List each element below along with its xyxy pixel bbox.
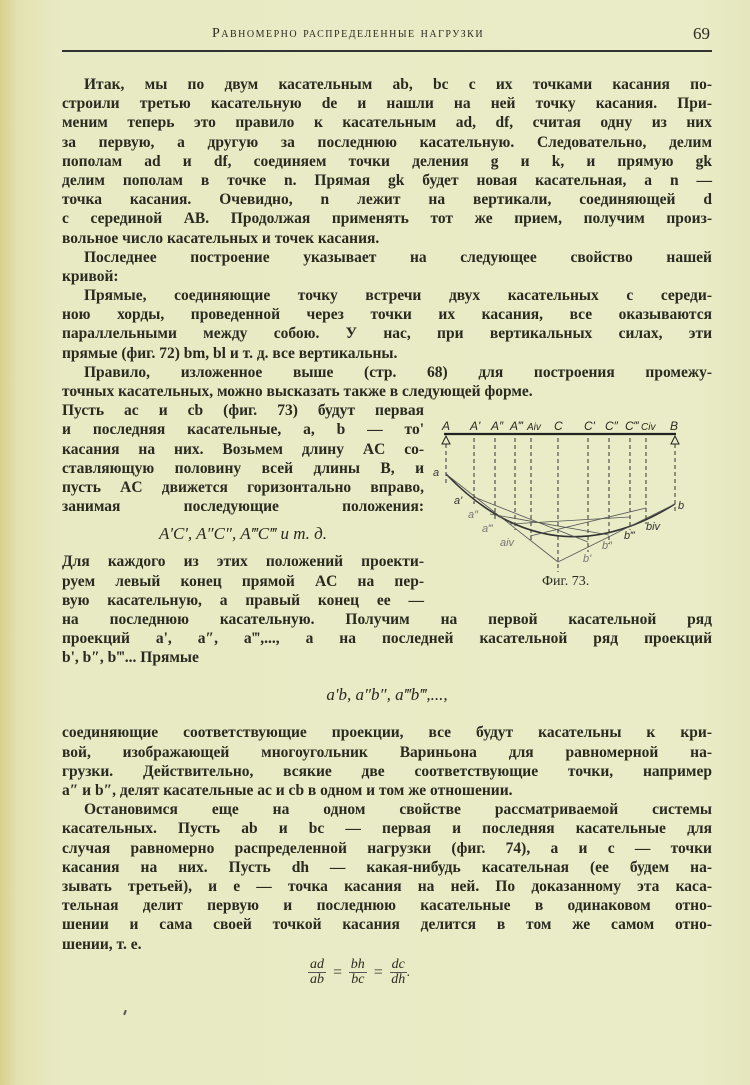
text-line: Прямые, соединяющие точку встречи двух касательных с середи- <box>84 287 712 305</box>
fraction <box>308 958 326 987</box>
text-line: Остановимся еще на одном свойстве рассматриваемой системы <box>84 801 712 819</box>
text-line: Последнее построение указывает на следующее свойство нашей <box>84 248 712 266</box>
text-line: прямые (фиг. 72) bm, bl и т. д. все вертикальны. <box>62 344 398 362</box>
text-line: вой, изображающей многоугольник Вариньона для равномерной на- <box>62 743 712 761</box>
text-line: вую касательную, а правый конец ее — <box>62 591 424 609</box>
label-b3: b‴ <box>624 530 635 542</box>
text-line: шении и сама своей точкой касания делится в том же самом отно- <box>62 916 712 934</box>
label-a4: aiv <box>500 537 515 549</box>
denominator: ab <box>310 972 324 987</box>
formula-tangent-lines: a'b, a″b″, a‴b‴,..., <box>326 685 448 705</box>
text-line: ною хорды, проведенной через точки их касания, все оказываются <box>62 306 712 324</box>
denominator: dh <box>391 972 406 987</box>
text-line: шении, т. е. <box>62 935 142 953</box>
numerator: dc <box>391 957 405 972</box>
label-A1: A' <box>470 419 481 433</box>
text-line: касания на них. Возьмем длину AC со- <box>62 440 424 458</box>
text-line: кривой: <box>62 267 119 285</box>
label-A: A <box>442 419 451 433</box>
label-b1: b' <box>583 553 592 565</box>
text-line: точных касательных, можно высказать также в следующей форме. <box>62 383 533 400</box>
text-line: строили третью касательную de и нашли на ней точку касания. При- <box>62 95 712 113</box>
formula-positions: A'C', A″C″, A‴C‴ и т. д. <box>158 524 328 544</box>
text-line: Итак, мы по двум касательным ab, bc с их точками касания по- <box>84 76 712 93</box>
page-number: 69 <box>693 24 710 43</box>
text-line: случая равномерно распределенной нагрузки (фиг. 74), a и c — точки <box>62 839 712 857</box>
formula-ratio <box>308 958 410 987</box>
fraction <box>390 958 407 987</box>
paragraph-8 <box>62 800 712 954</box>
text-line: ставляющую половину всей длины B, и <box>62 459 424 477</box>
numerator: ad <box>310 957 324 972</box>
text-line: зывать третьей), и e — точка касания на ней. По доказанному эта каса- <box>62 877 712 895</box>
text-line: делим пополам в точке n. Прямая gk будет новая касательная, а n — <box>62 171 712 189</box>
text-line: тельная делит первую и последнюю касательные в одинаковом отно- <box>62 897 712 915</box>
label-C1: C' <box>584 419 595 433</box>
text-line: Пусть ac и cb (фиг. 73) будут первая <box>62 402 424 420</box>
label-B: B <box>670 419 679 433</box>
text-line: на последнюю касательную. Получим на первой касательной ряд <box>62 610 712 628</box>
label-A3: A‴ <box>510 419 523 433</box>
text-line: проекций a', a″, a‴,..., а на последней касательной ряд проекций <box>62 630 712 648</box>
text-line: вольное число касательных и точек касания. <box>62 229 380 247</box>
text-line: соединяющие соответствующие проекции, все будут касательны к кри- <box>62 724 712 742</box>
figure-caption: Фиг. 73. <box>542 574 590 589</box>
text-line: и последняя касательные, a, b — то' <box>62 421 424 439</box>
numerator: bh <box>350 957 365 972</box>
paragraph-4 <box>62 363 712 401</box>
label-A2: A″ <box>491 419 504 433</box>
running-header <box>62 24 712 52</box>
equals-sign: = <box>372 963 384 981</box>
text-line: точка касания. Очевидно, n лежит на вертикали, соединяющей d <box>62 191 712 209</box>
label-C2: C″ <box>605 419 618 433</box>
text-line: касательных. Пусть ab и bc — первая и последняя касательные для <box>62 820 712 838</box>
paragraph-2 <box>62 248 712 286</box>
denominator: bc <box>351 972 365 987</box>
text-line: за первую, а другую за последнюю касательную. Следовательно, делим <box>62 133 712 151</box>
text-line: грузки. Действительно, всякие две соответствующие точки, например <box>62 762 712 780</box>
period: . <box>406 964 411 980</box>
paragraph-7 <box>62 723 712 800</box>
label-a2: a″ <box>468 509 479 521</box>
paragraph-6-full <box>62 610 712 668</box>
label-a: a <box>433 467 440 479</box>
label-a3: a‴ <box>482 523 493 535</box>
equals-sign: = <box>332 963 343 981</box>
support-arrow-left-icon <box>442 436 450 444</box>
figure-73 <box>430 412 700 597</box>
text-line: руем левый конец прямой AC на пер- <box>62 572 424 590</box>
paragraph-1 <box>62 75 712 248</box>
print-speck <box>123 1010 127 1015</box>
text-line: a″ и b″, делят касательные ac и cb в одном и том же отношении. <box>62 782 513 799</box>
fraction <box>349 958 367 987</box>
label-b2: b″ <box>602 540 613 552</box>
label-A4: Aiv <box>527 422 541 433</box>
label-a1: a' <box>454 495 463 507</box>
header-title: Равномерно распределенные нагрузки <box>212 26 485 41</box>
text-line: занимая последующие положения: <box>62 498 424 516</box>
text-line: пусть AC движется горизонтально вправо, <box>62 478 424 496</box>
text-line: пополам ad и df, соединяем точки деления g и k, и прямую gk <box>62 152 712 170</box>
paragraph-3 <box>62 286 712 363</box>
label-C3: C‴ <box>625 419 638 433</box>
text-line: касания на них. Пусть dh — какая-нибудь касательная (ее будем на- <box>62 858 712 876</box>
text-line: с серединой AB. Продолжая применять тот же прием, получим произ- <box>62 210 712 228</box>
text-line: меним теперь это правило к касательным ad, df, считая одну из них <box>62 114 712 132</box>
tangent-lines <box>446 474 675 562</box>
curve <box>446 474 675 537</box>
label-b4: biv <box>646 521 661 533</box>
support-arrow-right-icon <box>671 436 679 444</box>
label-C: C <box>554 419 563 433</box>
label-b: b <box>678 500 685 512</box>
text-line: Для каждого из этих положений проекти- <box>62 553 424 571</box>
text-line: b', b″, b‴... Прямые <box>62 649 199 667</box>
text-line: Правило, изложенное выше (стр. 68) для построения промежу- <box>84 363 712 381</box>
label-C4: Civ <box>641 422 656 433</box>
text-line: параллельными между собою. У нас, при вертикальных силах, эти <box>62 325 712 343</box>
tangent-construction-diagram <box>430 412 700 577</box>
